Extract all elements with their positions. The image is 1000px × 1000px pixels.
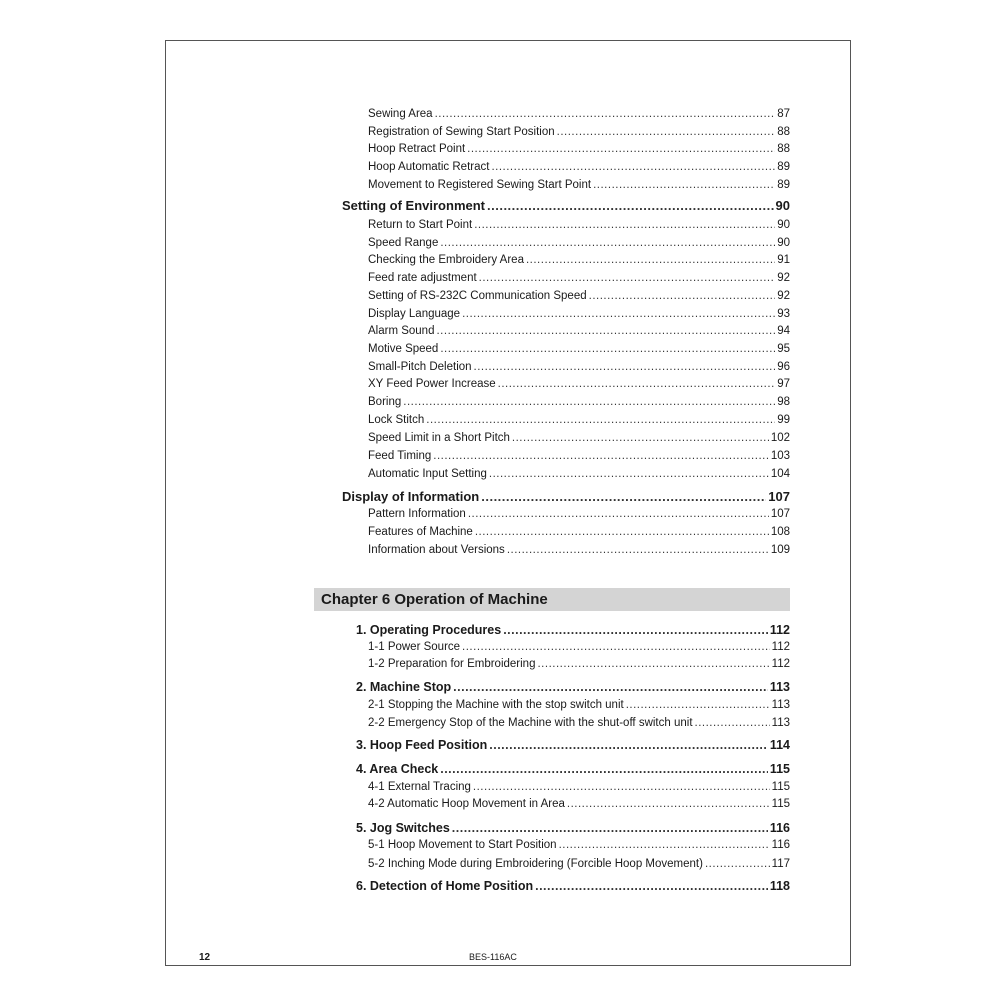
toc-subentry — [368, 717, 790, 729]
toc-entry-page: 104 — [770, 468, 790, 480]
dot-leader — [474, 361, 776, 373]
toc-entry-title: Small-Pitch Deletion — [368, 361, 472, 373]
toc-subentry — [368, 432, 790, 444]
toc-entry-page: 93 — [777, 308, 790, 320]
toc-subentry — [368, 108, 790, 120]
toc-entry-page: 87 — [777, 108, 790, 120]
toc-entry-title: Motive Speed — [368, 343, 439, 355]
dot-leader — [433, 450, 769, 462]
toc-entry-title: Speed Range — [368, 237, 439, 249]
dot-leader — [403, 396, 775, 408]
chapter-title: Chapter 6 Operation of Machine — [321, 591, 548, 608]
toc-entry-title: Feed rate adjustment — [368, 272, 477, 284]
toc-subentry — [368, 781, 790, 793]
toc-entry-page: 91 — [777, 254, 790, 266]
toc-subentry — [368, 414, 790, 426]
toc-entry-page: 113 — [769, 680, 790, 694]
dot-leader — [626, 699, 770, 711]
toc-section-entry — [356, 821, 790, 835]
dot-leader — [589, 290, 776, 302]
dot-leader — [452, 821, 768, 835]
toc-entry-title: Lock Stitch — [368, 414, 425, 426]
toc-entry-title: Display Language — [368, 308, 461, 320]
toc-entry-title: Alarm Sound — [368, 325, 435, 337]
dot-leader — [440, 237, 775, 249]
toc-subentry — [368, 396, 790, 408]
toc-section-entry — [356, 680, 790, 694]
toc-entry-title: 5. Jog Switches — [356, 821, 450, 835]
toc-entry-title: 2-2 Emergency Stop of the Machine with the shut-off switch unit — [368, 717, 693, 729]
toc-entry-page: 118 — [769, 879, 790, 893]
toc-entry-page: 94 — [777, 325, 790, 337]
toc-entry-title: 5-1 Hoop Movement to Start Position — [368, 839, 557, 851]
toc-entry-title: Automatic Input Setting — [368, 468, 487, 480]
toc-entry-page: 88 — [777, 143, 790, 155]
toc-entry-title: 6. Detection of Home Position — [356, 879, 534, 893]
toc-entry-page: 113 — [771, 699, 790, 711]
toc-section-entry — [356, 762, 790, 776]
toc-subentry — [368, 508, 790, 520]
toc-entry-page: 117 — [771, 858, 790, 870]
dot-leader — [557, 126, 776, 138]
toc-entry-page: 113 — [771, 717, 790, 729]
toc-subentry — [368, 272, 790, 284]
toc-entry-title: 2-1 Stopping the Machine with the stop switch unit — [368, 699, 624, 711]
toc-entry-page: 96 — [777, 361, 790, 373]
toc-subentry — [368, 161, 790, 173]
toc-entry-title: Setting of RS-232C Communication Speed — [368, 290, 587, 302]
dot-leader — [498, 378, 776, 390]
toc-subentry — [368, 343, 790, 355]
dot-leader — [479, 272, 776, 284]
dot-leader — [462, 641, 770, 653]
dot-leader — [503, 623, 768, 637]
toc-entry-page: 115 — [771, 798, 790, 810]
toc-subentry — [368, 450, 790, 462]
toc-entry-title: Hoop Retract Point — [368, 143, 466, 155]
dot-leader — [559, 839, 770, 851]
toc-entry-page: 107 — [770, 508, 790, 520]
toc-entry-title: XY Feed Power Increase — [368, 378, 496, 390]
toc-subentry — [368, 179, 790, 191]
dot-leader — [462, 308, 775, 320]
toc-entry-page: 92 — [777, 290, 790, 302]
toc-entry-page: 90 — [777, 219, 790, 231]
toc-entry-page: 103 — [770, 450, 790, 462]
toc-entry-page: 112 — [771, 641, 790, 653]
page-number: 12 — [199, 952, 211, 963]
dot-leader — [481, 489, 766, 504]
toc-entry-title: 1-1 Power Source — [368, 641, 461, 653]
dot-leader — [435, 108, 776, 120]
toc-subentry — [368, 308, 790, 320]
dot-leader — [467, 143, 775, 155]
toc-entry-page: 112 — [769, 623, 790, 637]
toc-entry-title: Information about Versions — [368, 544, 505, 556]
manual-page — [165, 40, 851, 966]
toc-subentry — [368, 858, 790, 870]
toc-section-entry — [356, 623, 790, 637]
toc-subentry — [368, 641, 790, 653]
dot-leader — [489, 738, 768, 752]
toc-entry-title: Feed Timing — [368, 450, 432, 462]
toc-section-entry — [356, 879, 790, 893]
toc-entry-title: Features of Machine — [368, 526, 473, 538]
toc-entry-title: Return to Start Point — [368, 219, 473, 231]
toc-subentry — [368, 143, 790, 155]
toc-entry-page: 107 — [768, 489, 790, 504]
model-name: BES-116AC — [469, 952, 517, 962]
chapter-heading-bar — [314, 588, 790, 611]
toc-entry-page: 97 — [777, 378, 790, 390]
toc-entry-page: 99 — [777, 414, 790, 426]
toc-entry-page: 112 — [771, 658, 790, 670]
toc-entry-page: 89 — [777, 161, 790, 173]
toc-subentry — [368, 544, 790, 556]
toc-subentry — [368, 468, 790, 480]
dot-leader — [487, 198, 774, 213]
toc-entry-page: 115 — [769, 762, 790, 776]
toc-entry-title: 1-2 Preparation for Embroidering — [368, 658, 536, 670]
toc-entry-page: 92 — [777, 272, 790, 284]
toc-subentry — [368, 361, 790, 373]
dot-leader — [705, 858, 770, 870]
toc-entry-title: 4-2 Automatic Hoop Movement in Area — [368, 798, 565, 810]
toc-entry-page: 95 — [777, 343, 790, 355]
dot-leader — [567, 798, 770, 810]
toc-entry-page: 116 — [769, 821, 790, 835]
dot-leader — [535, 879, 768, 893]
dot-leader — [507, 544, 769, 556]
toc-entry-title: Display of Information — [342, 489, 480, 504]
toc-entry-title: Movement to Registered Sewing Start Point — [368, 179, 592, 191]
dot-leader — [512, 432, 769, 444]
toc-entry-title: Sewing Area — [368, 108, 433, 120]
dot-leader — [440, 762, 768, 776]
toc-subentry — [368, 839, 790, 851]
toc-subentry — [368, 325, 790, 337]
toc-subentry — [368, 290, 790, 302]
dot-leader — [453, 680, 768, 694]
dot-leader — [440, 343, 775, 355]
toc-entry-title: Setting of Environment — [342, 198, 485, 213]
toc-section-entry — [356, 738, 790, 752]
toc-entry-page: 89 — [777, 179, 790, 191]
toc-entry-page: 90 — [775, 198, 790, 213]
toc-subentry — [368, 237, 790, 249]
toc-subentry — [368, 658, 790, 670]
dot-leader — [593, 179, 775, 191]
toc-entry-title: Hoop Automatic Retract — [368, 161, 490, 173]
toc-entry-title: 3. Hoop Feed Position — [356, 738, 488, 752]
dot-leader — [436, 325, 775, 337]
toc-subentry — [368, 254, 790, 266]
toc-entry-title: Pattern Information — [368, 508, 466, 520]
dot-leader — [474, 219, 775, 231]
toc-section-entry — [342, 198, 790, 213]
toc-entry-page: 116 — [771, 839, 790, 851]
toc-subentry — [368, 798, 790, 810]
toc-subentry — [368, 526, 790, 538]
toc-entry-title: Registration of Sewing Start Position — [368, 126, 555, 138]
toc-entry-title: 1. Operating Procedures — [356, 623, 502, 637]
dot-leader — [426, 414, 775, 426]
toc-entry-title: 2. Machine Stop — [356, 680, 452, 694]
dot-leader — [473, 781, 770, 793]
dot-leader — [489, 468, 769, 480]
toc-entry-page: 90 — [777, 237, 790, 249]
toc-entry-page: 114 — [769, 738, 790, 752]
toc-entry-title: 4. Area Check — [356, 762, 439, 776]
toc-entry-title: Checking the Embroidery Area — [368, 254, 524, 266]
toc-entry-page: 109 — [770, 544, 790, 556]
dot-leader — [526, 254, 775, 266]
toc-section-entry — [342, 489, 790, 504]
dot-leader — [537, 658, 769, 670]
toc-entry-title: Speed Limit in a Short Pitch — [368, 432, 510, 444]
toc-entry-page: 108 — [770, 526, 790, 538]
toc-entry-title: Boring — [368, 396, 402, 408]
dot-leader — [475, 526, 769, 538]
toc-entry-page: 115 — [771, 781, 790, 793]
toc-subentry — [368, 699, 790, 711]
dot-leader — [695, 717, 770, 729]
toc-entry-page: 102 — [770, 432, 790, 444]
toc-subentry — [368, 219, 790, 231]
toc-entry-page: 98 — [777, 396, 790, 408]
toc-subentry — [368, 378, 790, 390]
dot-leader — [468, 508, 769, 520]
toc-subentry — [368, 126, 790, 138]
toc-entry-title: 4-1 External Tracing — [368, 781, 471, 793]
toc-entry-title: 5-2 Inching Mode during Embroidering (Forcible Hoop Movement) — [368, 858, 703, 870]
dot-leader — [491, 161, 775, 173]
toc-entry-page: 88 — [777, 126, 790, 138]
